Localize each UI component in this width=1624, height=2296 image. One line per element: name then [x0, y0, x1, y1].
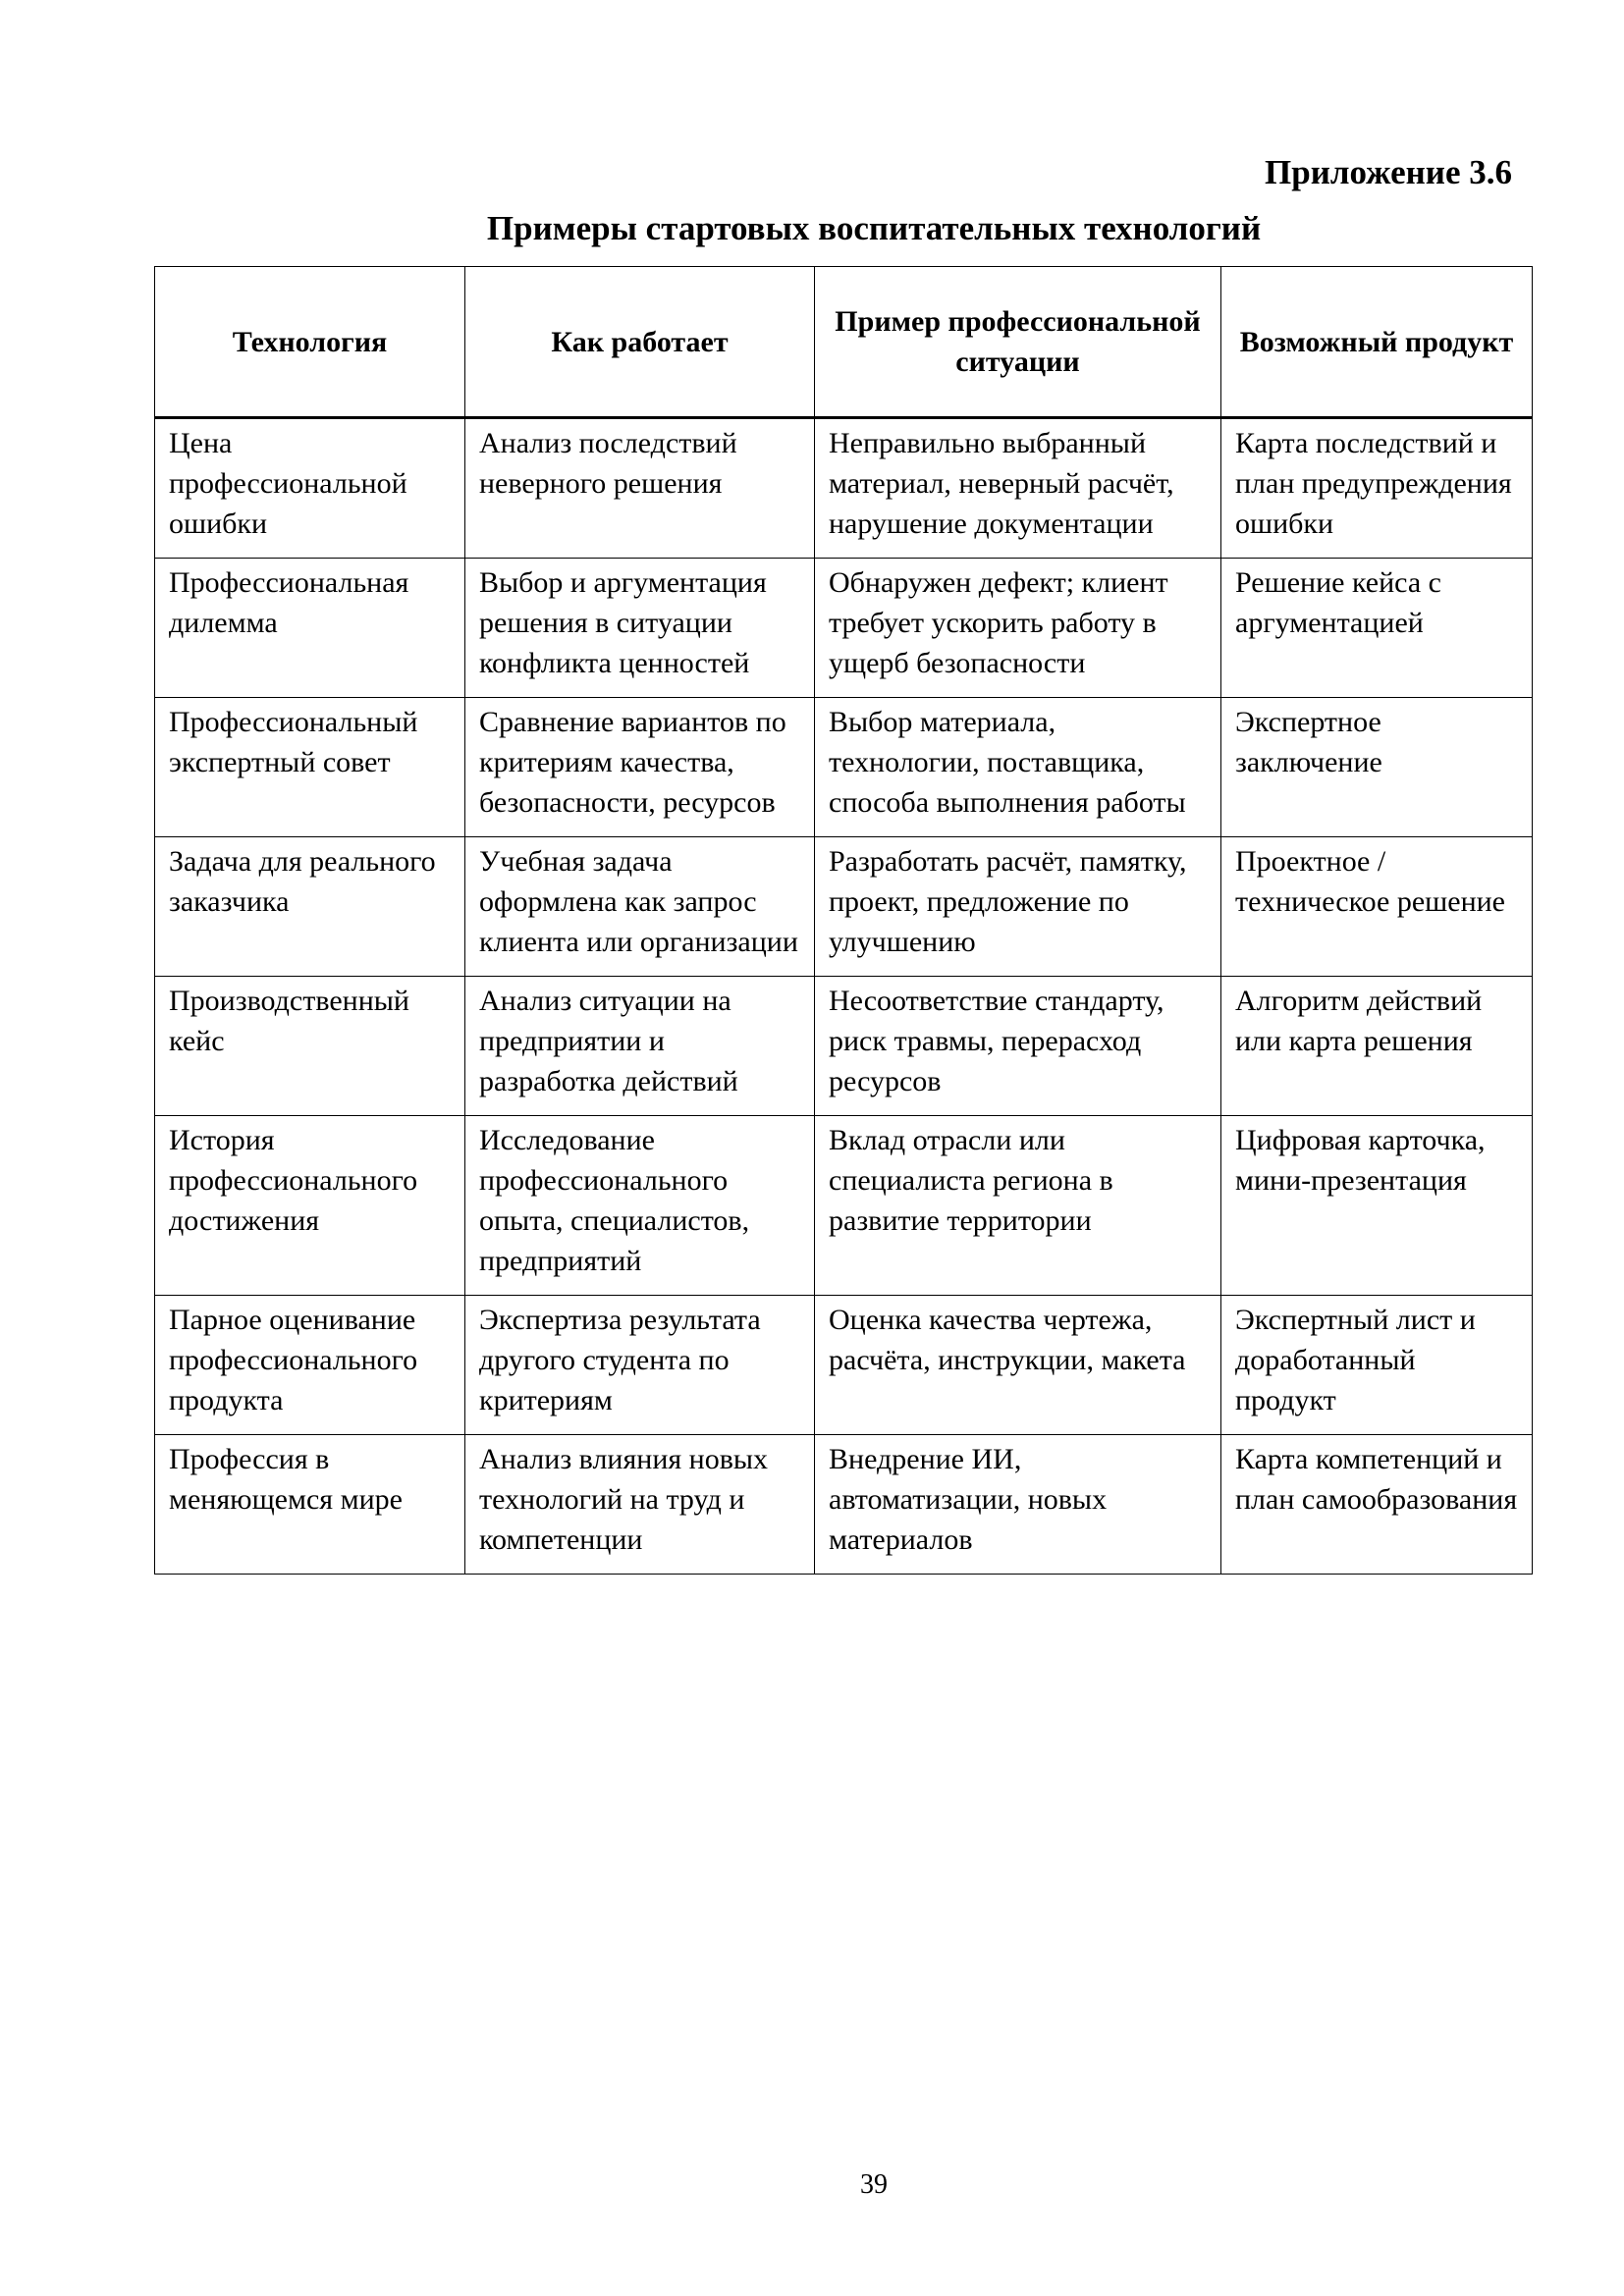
technologies-table: [154, 266, 1533, 1575]
column-header-how-it-works: Как работает: [465, 267, 815, 418]
column-header-technology: Технология: [155, 267, 465, 418]
cell-technology: Профессиональный экспертный совет: [155, 698, 465, 837]
cell-example: Обнаружен дефект; клиент требует ускорить работу в ущерб безопасности: [815, 559, 1221, 698]
cell-how: Экспертиза результата другого студента по критериям: [465, 1296, 815, 1435]
cell-how: Выбор и аргументация решения в ситуации конфликта ценностей: [465, 559, 815, 698]
cell-technology: Производственный кейс: [155, 977, 465, 1116]
table-row: [155, 1296, 1533, 1435]
cell-example: Оценка качества чертежа, расчёта, инструкции, макета: [815, 1296, 1221, 1435]
table-row: [155, 977, 1533, 1116]
cell-how: Учебная задача оформлена как запрос клиента или организации: [465, 837, 815, 977]
cell-how: Анализ влияния новых технологий на труд и компетенции: [465, 1435, 815, 1575]
column-header-product: Возможный продукт: [1221, 267, 1533, 418]
appendix-label: Приложение 3.6: [1265, 153, 1512, 191]
cell-how: Сравнение вариантов по критериям качества, безопасности, ресурсов: [465, 698, 815, 837]
cell-product: Карта последствий и план предупреждения ошибки: [1221, 418, 1533, 559]
column-header-example: Пример профессиональной ситуации: [815, 267, 1221, 418]
cell-example: Несоответствие стандарту, риск травмы, перерасход ресурсов: [815, 977, 1221, 1116]
page-number: 39: [860, 2169, 888, 2200]
table-row: [155, 1435, 1533, 1575]
cell-example: Неправильно выбранный материал, неверный расчёт, нарушение документации: [815, 418, 1221, 559]
page-title: Примеры стартовых воспитательных технологий: [486, 209, 1262, 247]
cell-example: Выбор материала, технологии, поставщика, способа выполнения работы: [815, 698, 1221, 837]
cell-how: Исследование профессионального опыта, специалистов, предприятий: [465, 1116, 815, 1296]
cell-product: Карта компетенций и план самообразования: [1221, 1435, 1533, 1575]
table-row: [155, 1116, 1533, 1296]
cell-how: Анализ последствий неверного решения: [465, 418, 815, 559]
table-header-row: [155, 267, 1533, 418]
table-row: [155, 418, 1533, 559]
table-row: [155, 837, 1533, 977]
cell-product: Экспертный лист и доработанный продукт: [1221, 1296, 1533, 1435]
table-row: [155, 559, 1533, 698]
cell-product: Алгоритм действий или карта решения: [1221, 977, 1533, 1116]
cell-product: Решение кейса с аргументацией: [1221, 559, 1533, 698]
cell-example: Вклад отрасли или специалиста региона в развитие территории: [815, 1116, 1221, 1296]
cell-technology: Парное оценивание профессионального продукта: [155, 1296, 465, 1435]
cell-technology: Профессиональная дилемма: [155, 559, 465, 698]
cell-example: Разработать расчёт, памятку, проект, предложение по улучшению: [815, 837, 1221, 977]
cell-product: Цифровая карточка, мини-презентация: [1221, 1116, 1533, 1296]
table-row: [155, 698, 1533, 837]
cell-technology: Цена профессиональной ошибки: [155, 418, 465, 559]
cell-technology: Задача для реального заказчика: [155, 837, 465, 977]
cell-product: Экспертное заключение: [1221, 698, 1533, 837]
cell-product: Проектное / техническое решение: [1221, 837, 1533, 977]
technologies-table-container: [154, 266, 1532, 1575]
cell-technology: История профессионального достижения: [155, 1116, 465, 1296]
cell-example: Внедрение ИИ, автоматизации, новых материалов: [815, 1435, 1221, 1575]
cell-technology: Профессия в меняющемся мире: [155, 1435, 465, 1575]
cell-how: Анализ ситуации на предприятии и разработка действий: [465, 977, 815, 1116]
